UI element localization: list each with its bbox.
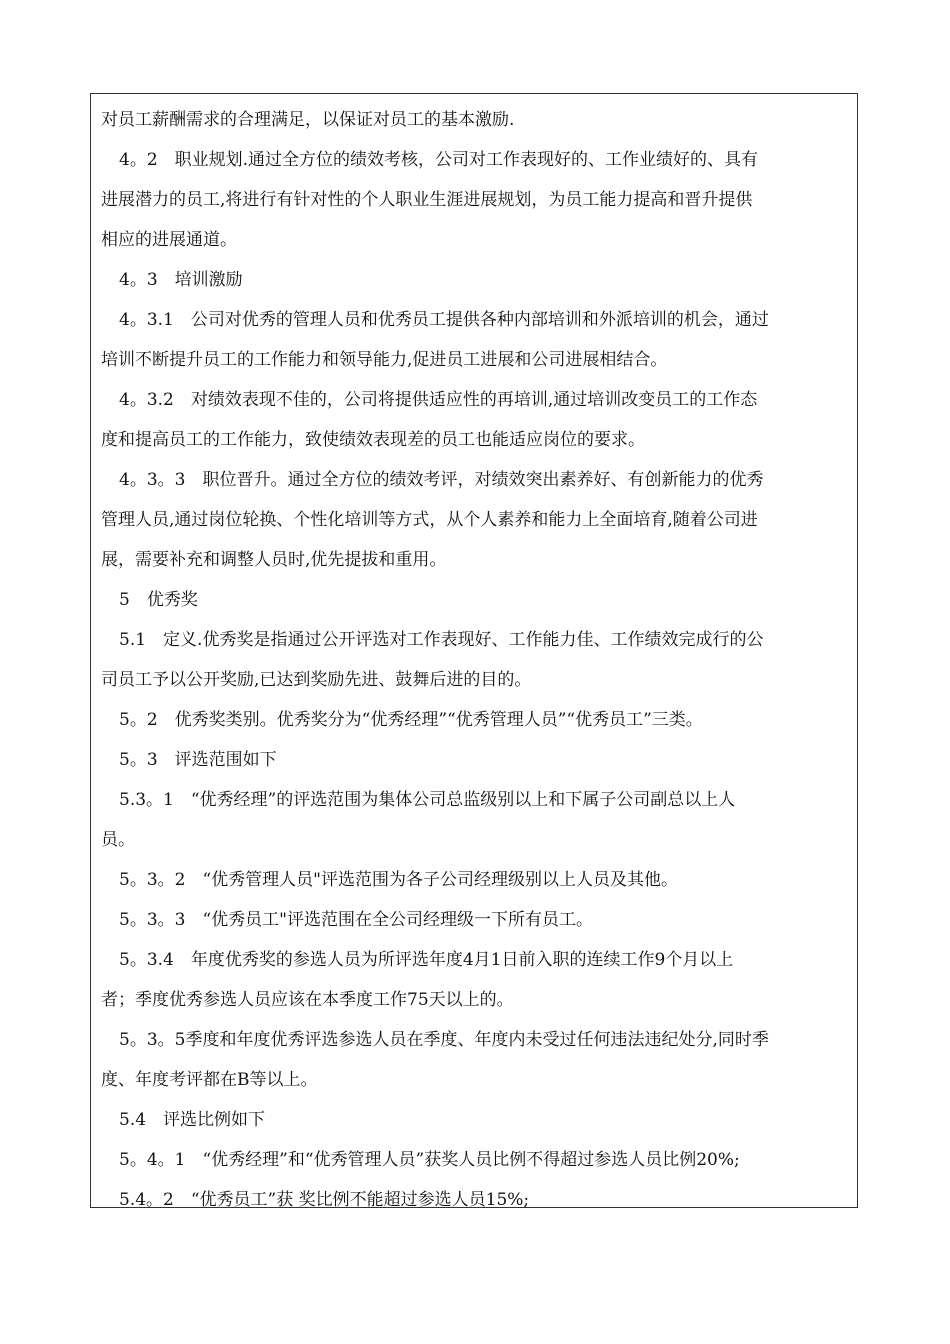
text-line: 5。3。5季度和年度优秀评选参选人员在季度、年度内未受过任何违法违纪处分,同时季 bbox=[119, 1030, 769, 1050]
text-line: 5.3。1 “优秀经理”的评选范围为集体公司总监级别以上和下属子公司副总以上人 bbox=[119, 790, 736, 810]
text-line: 4。3。3 职位晋升。通过全方位的绩效考评，对绩效突出素养好、有创新能力的优秀 bbox=[119, 470, 764, 490]
text-line: 5.4。2 “优秀员工”获 奖比例不能超过参选人员15%; bbox=[119, 1190, 530, 1210]
text-line: 5.4 评选比例如下 bbox=[119, 1110, 266, 1130]
text-line: 培训不断提升员工的工作能力和领导能力,促进员工进展和公司进展相结合。 bbox=[101, 350, 668, 370]
document-frame bbox=[90, 93, 858, 1208]
text-line: 5。3。2 “优秀管理人员"评选范围为各子公司经理级别以上人员及其他。 bbox=[119, 870, 678, 890]
text-line: 5 优秀奖 bbox=[119, 590, 198, 610]
text-line: 5。4。1 “优秀经理”和“优秀管理人员”获奖人员比例不得超过参选人员比例20%; bbox=[119, 1150, 740, 1170]
text-line: 者；季度优秀参选人员应该在本季度工作75天以上的。 bbox=[101, 990, 514, 1010]
text-line: 管理人员,通过岗位轮换、个性化培训等方式，从个人素养和能力上全面培育,随着公司进 bbox=[101, 510, 758, 530]
text-line: 度、年度考评都在B等以上。 bbox=[101, 1070, 318, 1090]
text-line: 员。 bbox=[101, 830, 135, 850]
document-body bbox=[101, 100, 847, 1220]
text-line: 进展潜力的员工,将进行有针对性的个人职业生涯进展规划，为员工能力提高和晋升提供 bbox=[101, 190, 753, 210]
text-line: 5。3。3 “优秀员工"评选范围在全公司经理级一下所有员工。 bbox=[119, 910, 593, 930]
text-line: 4。2 职业规划.通过全方位的绩效考核，公司对工作表现好的、工作业绩好的、具有 bbox=[119, 150, 759, 170]
text-line: 4。3 培训激励 bbox=[119, 270, 243, 290]
text-line: 4。3.1 公司对优秀的管理人员和优秀员工提供各种内部培训和外派培训的机会，通过 bbox=[119, 310, 769, 330]
text-line: 展，需要补充和调整人员时,优先提拔和重用。 bbox=[101, 550, 447, 570]
text-line: 5。3.4 年度优秀奖的参选人员为所评选年度4月1日前入职的连续工作9个月以上 bbox=[119, 950, 734, 970]
text-line: 度和提高员工的工作能力，致使绩效表现差的员工也能适应岗位的要求。 bbox=[101, 430, 645, 450]
text-line: 5.1 定义.优秀奖是指通过公开评选对工作表现好、工作能力佳、工作绩效完成行的公 bbox=[119, 630, 764, 650]
text-line: 5。2 优秀奖类别。优秀奖分为“优秀经理”“优秀管理人员”“优秀员工”三类。 bbox=[119, 710, 703, 730]
text-line: 对员工薪酬需求的合理满足，以保证对员工的基本激励. bbox=[101, 110, 515, 130]
text-line: 4。3.2 对绩效表现不佳的，公司将提供适应性的再培训,通过培训改变员工的工作态 bbox=[119, 390, 758, 410]
text-line: 相应的进展通道。 bbox=[101, 230, 237, 250]
text-line: 司员工予以公开奖励,已达到奖励先进、鼓舞后进的目的。 bbox=[101, 670, 532, 690]
text-line: 5。3 评选范围如下 bbox=[119, 750, 277, 770]
